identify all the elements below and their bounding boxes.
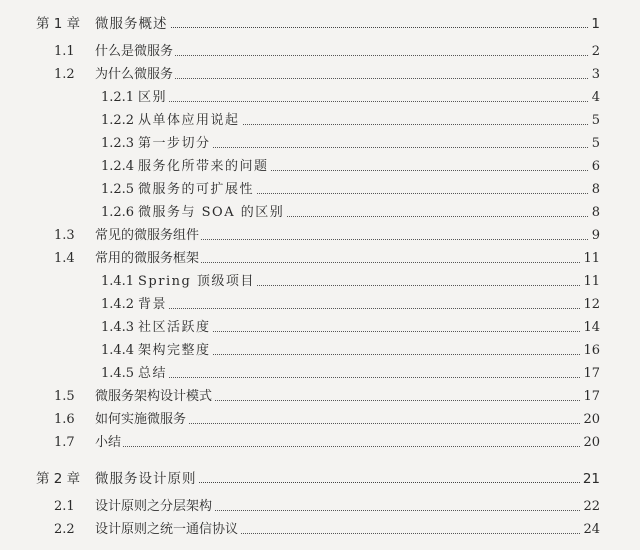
toc-entry-1-4-4[interactable] — [0, 341, 640, 361]
toc-entry-number: 2.2 — [54, 522, 75, 537]
toc-entry-page: 1 — [588, 14, 600, 34]
toc-entry-title: 为什么微服务 — [95, 65, 175, 85]
toc-entry-number: 1.4.3 — [101, 320, 135, 335]
toc-entry-page: 5 — [589, 111, 600, 131]
toc-entry-title: 微服务的可扩展性 — [138, 180, 256, 200]
toc-entry-page: 5 — [589, 134, 600, 154]
toc-entry-number: 第 2 章 — [36, 471, 81, 487]
toc-entry-page: 4 — [589, 88, 600, 108]
toc-entry-number: 1.2 — [54, 67, 75, 82]
toc-entry-title: 总结 — [138, 364, 169, 384]
dot-leader — [138, 377, 590, 378]
toc-entry-2-2[interactable] — [0, 520, 640, 540]
toc-entry-title: 服务化所带来的问题 — [138, 157, 271, 177]
toc-entry-title: 如何实施微服务 — [95, 410, 188, 430]
toc-entry-title: 设计原则之分层架构 — [95, 497, 214, 517]
toc-entry-1-4[interactable] — [0, 249, 640, 269]
toc-entry-number: 1.2.5 — [101, 182, 135, 197]
toc-entry-chapter-1[interactable] — [0, 14, 640, 34]
toc-entry-number: 2.1 — [54, 499, 75, 514]
toc-entry-1-3[interactable] — [0, 226, 640, 246]
toc-entry-number: 1.7 — [54, 435, 75, 450]
toc-entry-page: 11 — [580, 272, 600, 292]
toc-entry-1-2-1[interactable] — [0, 88, 640, 108]
toc-entry-1-2-5[interactable] — [0, 180, 640, 200]
toc-entry-1-2-2[interactable] — [0, 111, 640, 131]
toc-entry-number: 1.6 — [54, 412, 75, 427]
dot-leader — [138, 308, 590, 309]
toc-entry-title: Spring 顶级项目 — [138, 272, 257, 292]
toc-entry-page: 17 — [580, 387, 600, 407]
toc-entry-page: 11 — [580, 249, 600, 269]
toc-entry-page: 2 — [589, 42, 600, 62]
toc-entry-title: 小结 — [95, 433, 123, 453]
toc-entry-title: 常用的微服务框架 — [95, 249, 201, 269]
toc-entry-title: 微服务与 SOA 的区别 — [138, 203, 286, 223]
toc-entry-number: 1.2.4 — [101, 159, 135, 174]
toc-entry-number: 1.2.3 — [101, 136, 135, 151]
toc-entry-page: 9 — [589, 226, 600, 246]
toc-entry-number: 1.2.1 — [101, 90, 135, 105]
toc-entry-page: 14 — [580, 318, 600, 338]
toc-entry-title: 从单体应用说起 — [138, 111, 242, 131]
toc-entry-number: 1.1 — [54, 44, 75, 59]
toc-entry-title: 设计原则之统一通信协议 — [95, 520, 240, 540]
toc-entry-1-5[interactable] — [0, 387, 640, 407]
toc-entry-1-2-4[interactable] — [0, 157, 640, 177]
toc-entry-number: 1.3 — [54, 228, 75, 243]
toc-entry-number: 第 1 章 — [36, 16, 81, 32]
toc-entry-page: 6 — [589, 157, 600, 177]
toc-entry-page: 16 — [580, 341, 600, 361]
toc-entry-number: 1.2.2 — [101, 113, 135, 128]
toc-entry-1-2-3[interactable] — [0, 134, 640, 154]
toc-entry-number: 1.4.5 — [101, 366, 135, 381]
toc-entry-page: 3 — [589, 65, 600, 85]
toc-entry-title: 第一步切分 — [138, 134, 213, 154]
toc-entry-page: 22 — [580, 497, 600, 517]
toc-entry-number: 1.4.4 — [101, 343, 135, 358]
dot-leader — [138, 101, 590, 102]
toc-entry-1-1[interactable] — [0, 42, 640, 62]
toc-entry-1-4-3[interactable] — [0, 318, 640, 338]
toc-entry-1-4-5[interactable] — [0, 364, 640, 384]
toc-entry-number: 1.5 — [54, 389, 75, 404]
toc-entry-page: 12 — [580, 295, 600, 315]
toc-entry-title: 架构完整度 — [138, 341, 213, 361]
toc-entry-title: 微服务架构设计模式 — [95, 387, 214, 407]
toc-entry-number: 1.4.1 — [101, 274, 135, 289]
dot-leader — [95, 446, 590, 447]
toc-entry-title: 区别 — [138, 88, 169, 108]
toc-entry-1-6[interactable] — [0, 410, 640, 430]
toc-entry-chapter-2[interactable] — [0, 469, 640, 489]
toc-entry-title: 背景 — [138, 295, 169, 315]
toc-entry-1-4-2[interactable] — [0, 295, 640, 315]
toc-entry-2-1[interactable] — [0, 497, 640, 517]
toc-entry-1-4-1[interactable] — [0, 272, 640, 292]
toc-entry-title: 什么是微服务 — [95, 42, 175, 62]
toc-entry-number: 1.2.6 — [101, 205, 135, 220]
toc-entry-title: 微服务设计原则 — [95, 471, 197, 487]
toc-entry-title: 常见的微服务组件 — [95, 226, 201, 246]
toc-entry-page: 17 — [580, 364, 600, 384]
toc-entry-page: 24 — [580, 520, 600, 540]
toc-entry-1-7[interactable] — [0, 433, 640, 453]
toc-entry-1-2-6[interactable] — [0, 203, 640, 223]
toc-entry-1-2[interactable] — [0, 65, 640, 85]
toc-entry-page: 8 — [589, 180, 600, 200]
toc-entry-page: 8 — [589, 203, 600, 223]
toc-entry-page: 20 — [580, 433, 600, 453]
toc-entry-number: 1.4 — [54, 251, 75, 266]
toc-entry-number: 1.4.2 — [101, 297, 135, 312]
toc-entry-page: 20 — [580, 410, 600, 430]
toc-entry-title: 社区活跃度 — [138, 318, 213, 338]
toc-entry-page: 21 — [580, 469, 600, 489]
toc-entry-title: 微服务概述 — [95, 16, 168, 32]
